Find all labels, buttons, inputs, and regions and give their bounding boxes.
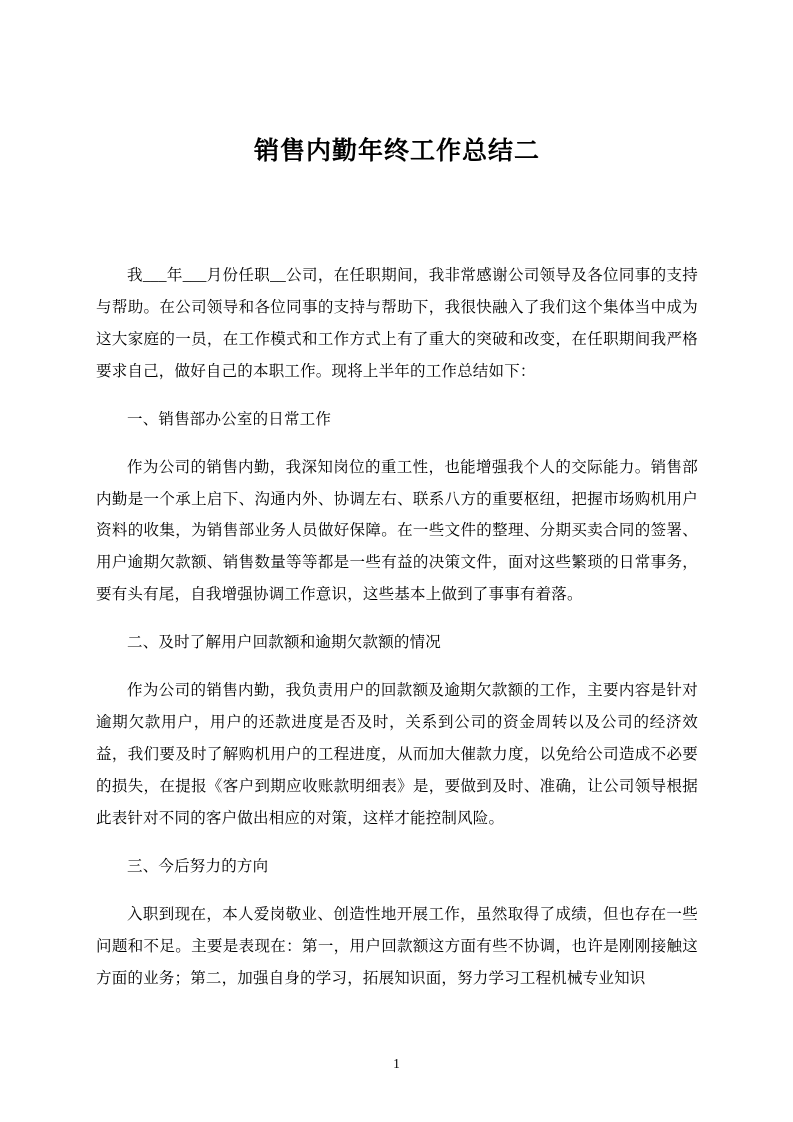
document-content	[96, 0, 698, 994]
page-number: 1	[393, 1056, 400, 1071]
heading-section-1: 一、销售部办公室的日常工作	[127, 410, 332, 428]
heading-section-2: 二、及时了解用户回款额和逾期欠款额的情况	[127, 634, 442, 652]
page-title: 销售内勤年终工作总结二	[253, 136, 540, 165]
paragraph-intro: 我___年___月份任职__公司，在任职期间，我非常感谢公司领导及各位同事的支持与帮助。在公司领导和各位同事的支持与帮助下，我很快融入了我们这个集体当中成为这大家庭的一员，在工作模式和工作方式上有了重大的突破和改变，在任职期间我严格要求自己，做好自己的本职工作。现将上半年的工作总结如下：	[96, 267, 698, 380]
paragraph-section-2-body: 作为公司的销售内勤，我负责用户的回款额及逾期欠款额的工作，主要内容是针对逾期欠款用户，用户的还款进度是否及时，关系到公司的资金周转以及公司的经济效益，我们要及时了解购机用户的工程进度，从而加大催款力度，以免给公司造成不必要的损失，在提报《客户到期应收账款明细表》是，要做到及时、准确，让公司领导根据此表针对不同的客户做出相应的对策，这样才能控制风险。	[96, 682, 698, 827]
paragraph-section-3-body: 入职到现在，本人爱岗敬业、创造性地开展工作，虽然取得了成绩，但也存在一些问题和不足。主要是表现在：第一，用户回款额这方面有些不协调，也许是刚刚接触这方面的业务；第二，加强自身的学习，拓展知识面，努力学习工程机械专业知识	[96, 905, 698, 987]
heading-section-3: 三、今后努力的方向	[127, 857, 269, 875]
document-body	[96, 260, 698, 994]
paragraph-section-1-body: 作为公司的销售内勤，我深知岗位的重工性，也能增强我个人的交际能力。销售部内勤是一个承上启下、沟通内外、协调左右、联系八方的重要枢纽，把握市场购机用户资料的收集，为销售部业务人员做好保障。在一些文件的整理、分期买卖合同的签署、用户逾期欠款额、销售数量等等都是一些有益的决策文件，面对这些繁琐的日常事务，要有头有尾，自我增强协调工作意识，这些基本上做到了事事有着落。	[96, 458, 698, 604]
